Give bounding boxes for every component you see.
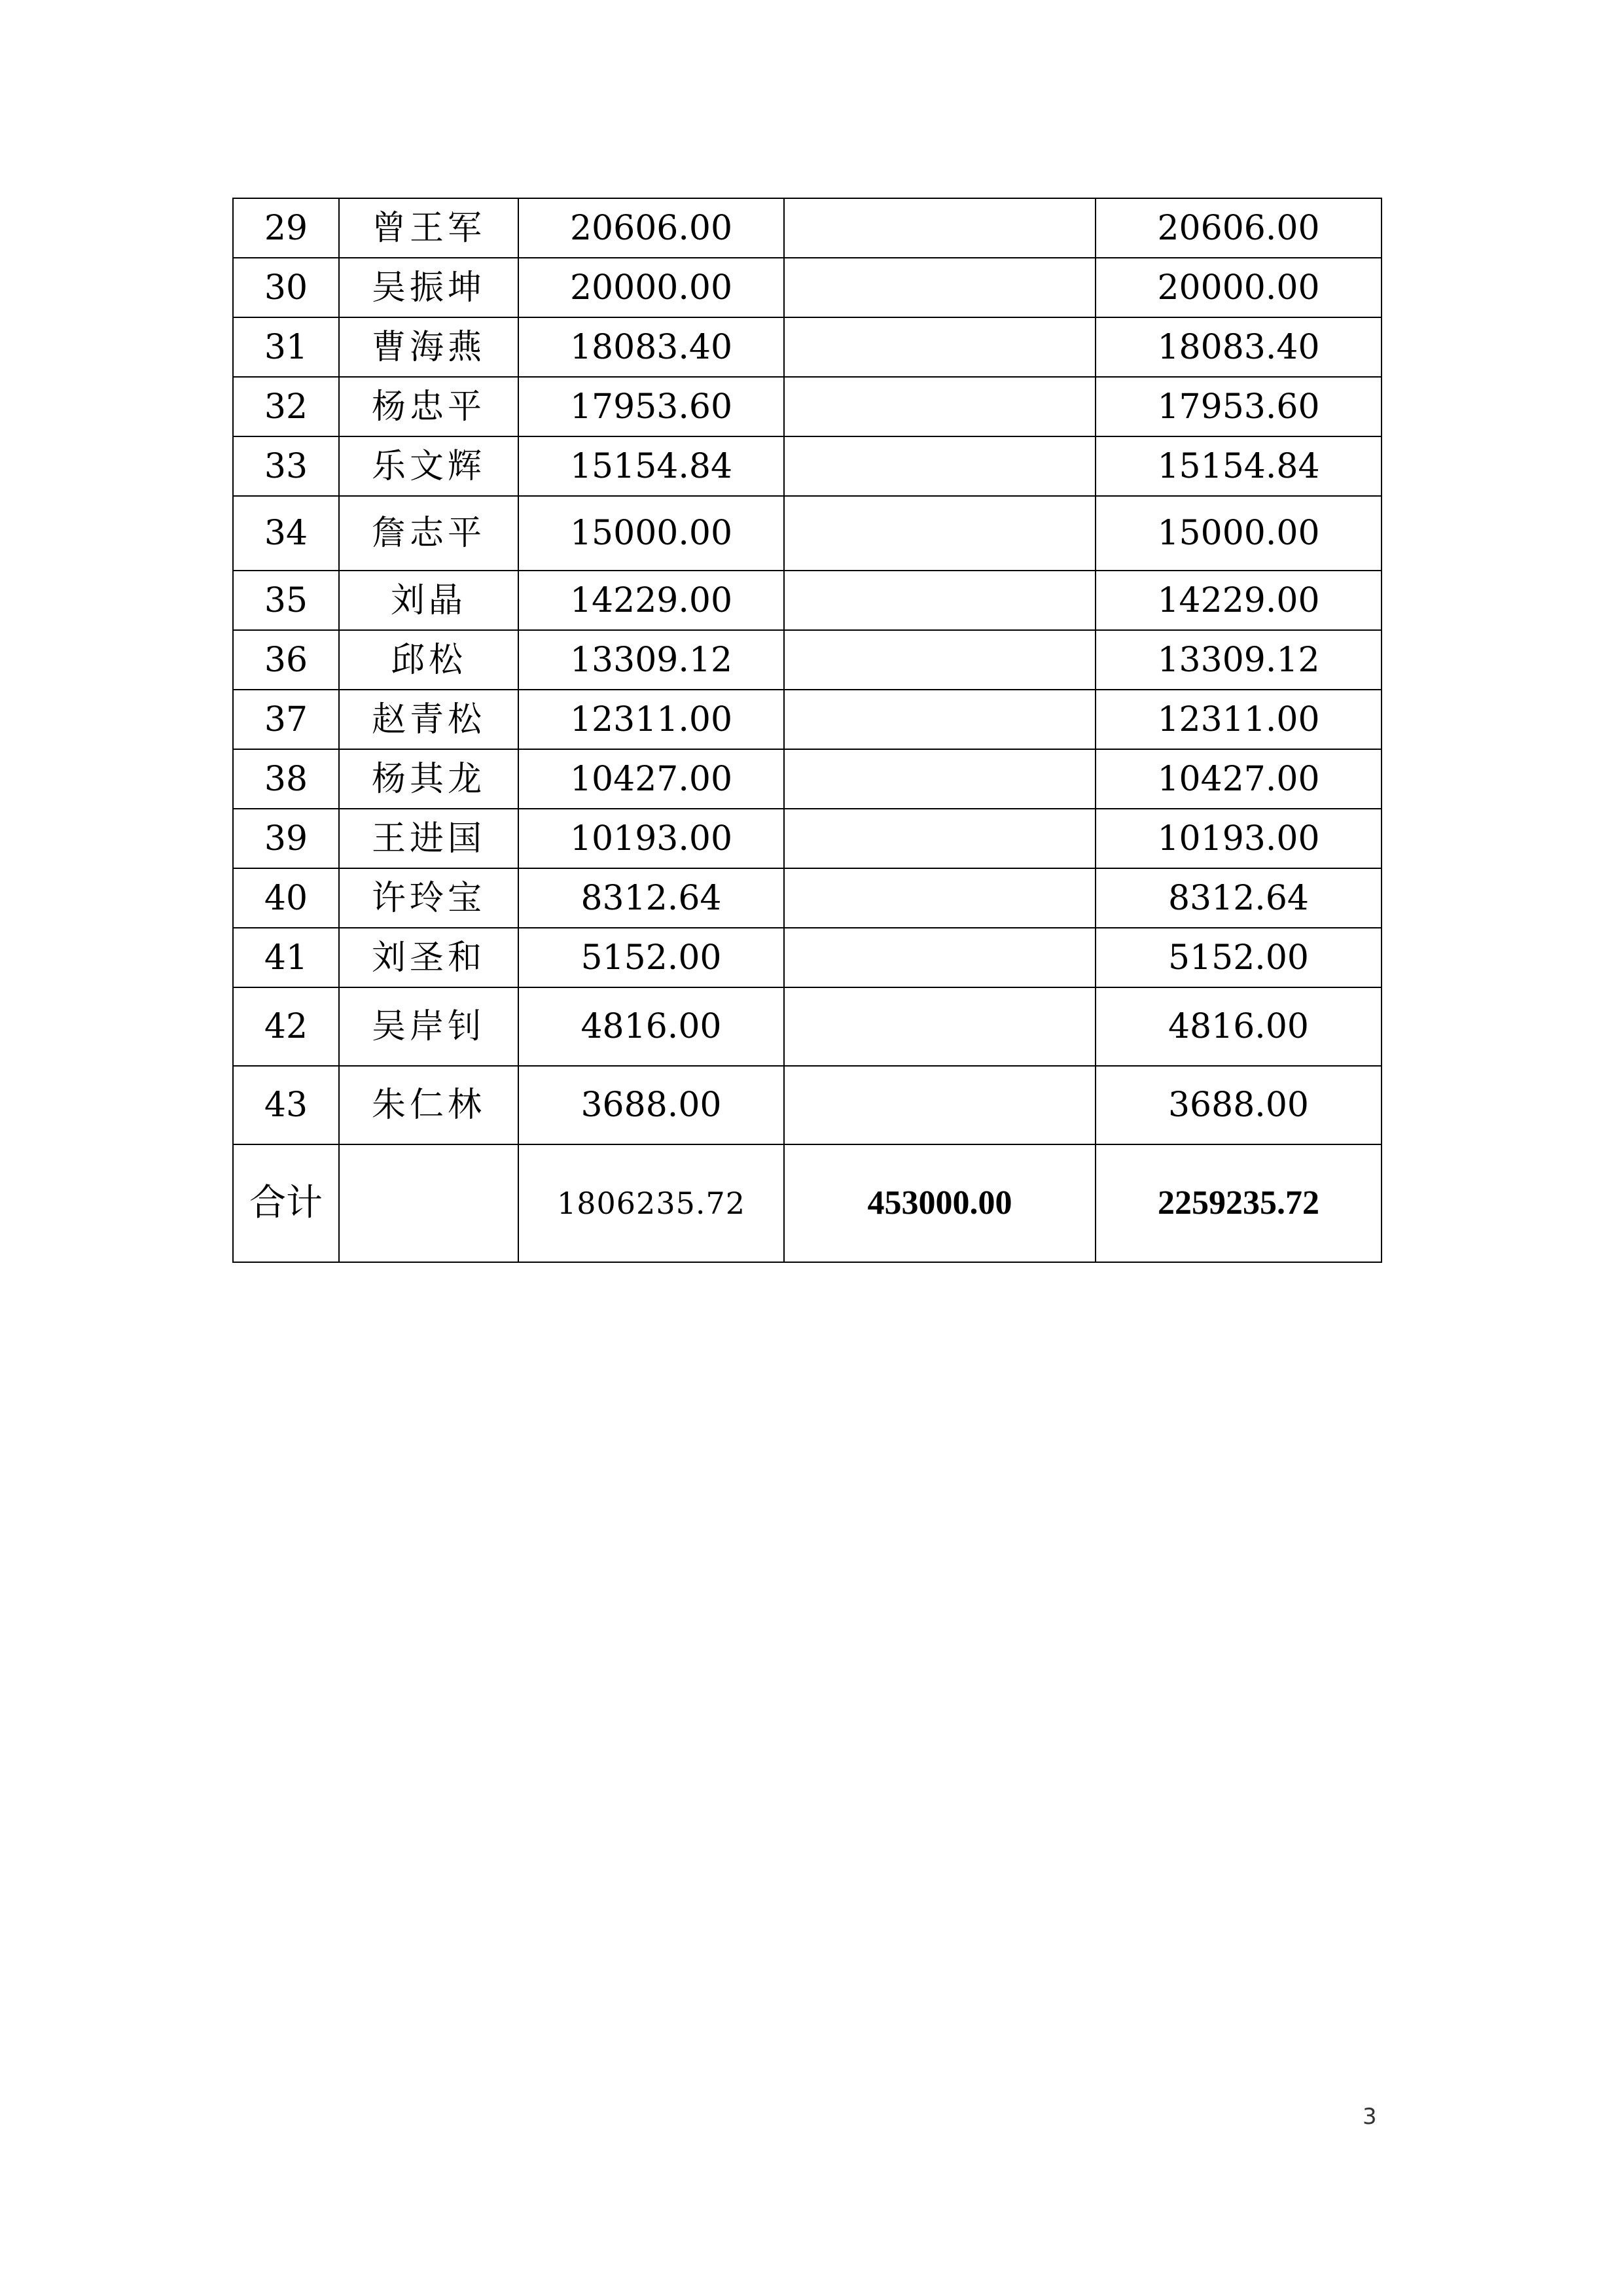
table-row [233,749,1382,809]
row-total: 10193.00 [1096,809,1382,868]
table-row [233,868,1382,928]
row-total: 13309.12 [1096,630,1382,690]
row-name: 吴岸钊 [339,987,518,1066]
row-amount-b [784,928,1096,987]
row-number: 38 [233,749,339,809]
row-amount-b [784,987,1096,1066]
row-amount-a: 3688.00 [518,1066,784,1144]
row-amount-a: 10427.00 [518,749,784,809]
row-total: 20606.00 [1096,198,1382,258]
row-amount-b [784,436,1096,496]
row-name: 詹志平 [339,496,518,571]
table-row [233,809,1382,868]
row-number: 29 [233,198,339,258]
row-amount-b [784,630,1096,690]
row-number: 37 [233,690,339,749]
table-row [233,987,1382,1066]
row-name: 曾王军 [339,198,518,258]
row-name: 杨其龙 [339,749,518,809]
row-amount-b [784,749,1096,809]
row-total: 18083.40 [1096,317,1382,377]
row-amount-a: 14229.00 [518,571,784,630]
row-name: 曹海燕 [339,317,518,377]
row-amount-b [784,377,1096,436]
row-number: 42 [233,987,339,1066]
row-name: 王进国 [339,809,518,868]
row-amount-a: 4816.00 [518,987,784,1066]
row-number: 39 [233,809,339,868]
grand-total: 2259235.72 [1096,1144,1382,1262]
row-number: 40 [233,868,339,928]
data-table [232,198,1382,1263]
row-total: 3688.00 [1096,1066,1382,1144]
row-amount-a: 10193.00 [518,809,784,868]
row-amount-b [784,809,1096,868]
table-row [233,436,1382,496]
total-name-cell [339,1144,518,1262]
row-amount-a: 5152.00 [518,928,784,987]
table-row [233,571,1382,630]
row-number: 35 [233,571,339,630]
row-name: 许玲宝 [339,868,518,928]
row-amount-a: 8312.64 [518,868,784,928]
row-name: 朱仁林 [339,1066,518,1144]
row-amount-b [784,198,1096,258]
row-total: 12311.00 [1096,690,1382,749]
row-name: 邱松 [339,630,518,690]
table-row [233,496,1382,571]
row-amount-a: 15000.00 [518,496,784,571]
row-amount-b [784,690,1096,749]
row-name: 刘晶 [339,571,518,630]
table-row [233,198,1382,258]
row-amount-a: 13309.12 [518,630,784,690]
row-number: 43 [233,1066,339,1144]
row-number: 34 [233,496,339,571]
row-amount-b [784,1066,1096,1144]
row-number: 41 [233,928,339,987]
row-number: 33 [233,436,339,496]
table-row [233,928,1382,987]
row-amount-a: 20606.00 [518,198,784,258]
row-amount-a: 17953.60 [518,377,784,436]
row-total: 14229.00 [1096,571,1382,630]
row-number: 30 [233,258,339,317]
row-number: 32 [233,377,339,436]
total-label: 合计 [233,1144,339,1262]
row-total: 17953.60 [1096,377,1382,436]
row-amount-b [784,571,1096,630]
row-total: 8312.64 [1096,868,1382,928]
row-number: 36 [233,630,339,690]
row-total: 4816.00 [1096,987,1382,1066]
row-name: 吴振坤 [339,258,518,317]
row-amount-a: 20000.00 [518,258,784,317]
row-amount-b [784,868,1096,928]
table-row [233,377,1382,436]
row-amount-a: 15154.84 [518,436,784,496]
row-total: 20000.00 [1096,258,1382,317]
row-amount-b [784,496,1096,571]
row-total: 5152.00 [1096,928,1382,987]
table-row [233,690,1382,749]
table-row [233,258,1382,317]
total-amount-b: 453000.00 [784,1144,1096,1262]
row-name: 刘圣和 [339,928,518,987]
row-total: 15154.84 [1096,436,1382,496]
row-amount-a: 18083.40 [518,317,784,377]
table-row [233,317,1382,377]
total-amount-a: 1806235.72 [518,1144,784,1262]
total-row [233,1144,1382,1262]
row-name: 乐文辉 [339,436,518,496]
table-row [233,630,1382,690]
row-name: 赵青松 [339,690,518,749]
row-name: 杨忠平 [339,377,518,436]
row-total: 15000.00 [1096,496,1382,571]
table-row [233,1066,1382,1144]
row-amount-b [784,317,1096,377]
page-number: 3 [1363,2104,1377,2130]
row-number: 31 [233,317,339,377]
row-total: 10427.00 [1096,749,1382,809]
row-amount-b [784,258,1096,317]
row-amount-a: 12311.00 [518,690,784,749]
